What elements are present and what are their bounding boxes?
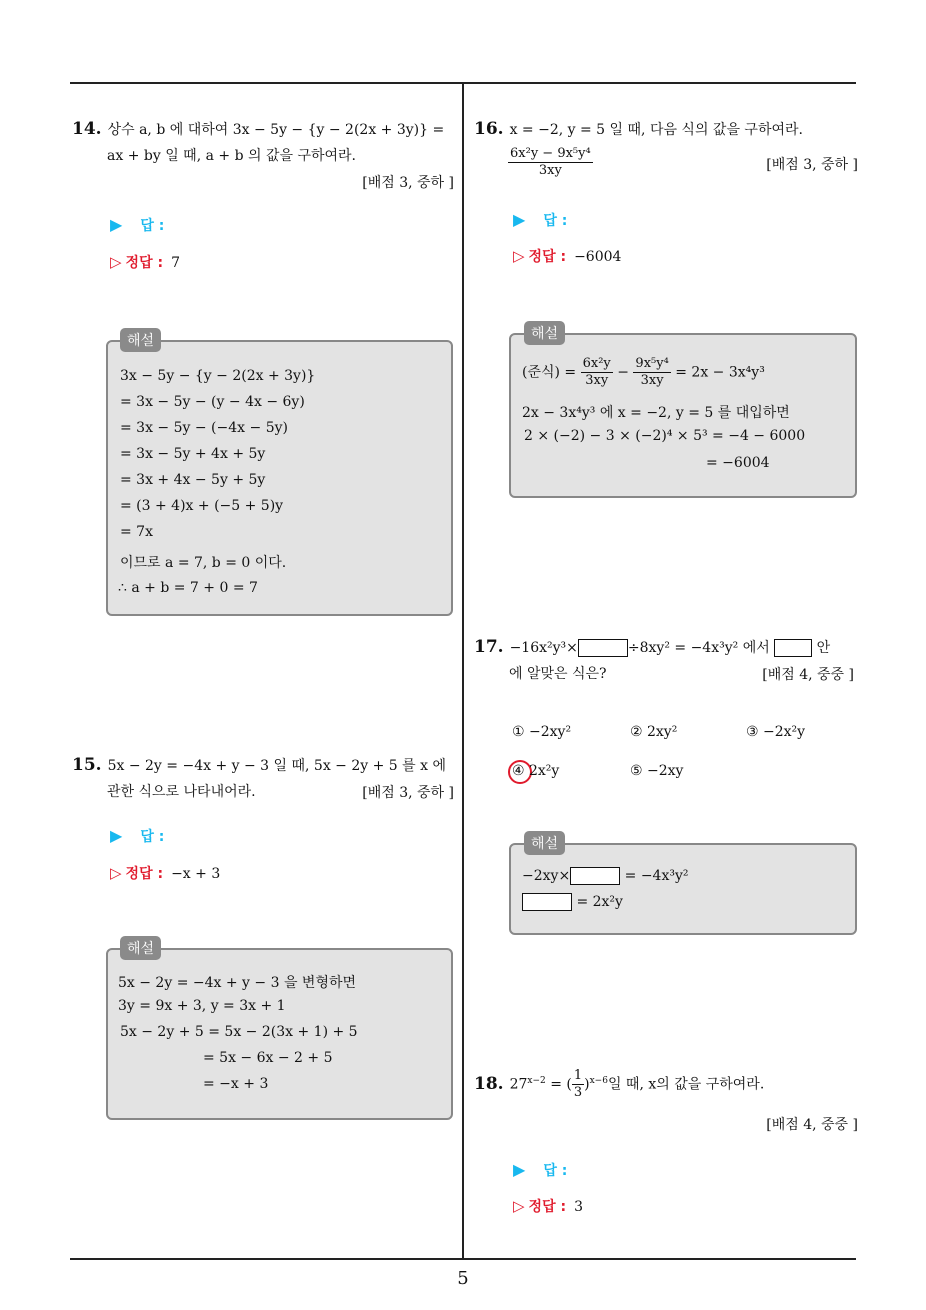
q15-line2: 관한 식으로 나타내어라. — [107, 784, 256, 800]
q17-meta: [배점 4, 중중 ] — [762, 667, 854, 683]
q15-number: 15. — [72, 755, 102, 775]
q15-solution-tag: 해설 — [120, 936, 161, 960]
bottom-rule — [70, 1258, 856, 1260]
q17-option-2[interactable]: ② 2xy² — [630, 724, 678, 740]
q17-option-3[interactable]: ③ −2x²y — [746, 724, 806, 740]
q16-correct: ▷ 정답 : −6004 — [513, 247, 622, 265]
q14-correct: ▷ 정답 : 7 — [110, 253, 180, 271]
q16-number: 16. — [474, 119, 504, 139]
q16-sol-line-3: 2 × (−2) − 3 × (−2)⁴ × 5³ = −4 − 6000 — [524, 428, 806, 444]
q17-line2: 에 알맞은 식은? — [509, 666, 607, 682]
q17-solution-tag: 해설 — [524, 831, 565, 855]
column-divider — [462, 83, 464, 1260]
q16-solution-tag: 해설 — [524, 321, 565, 345]
play-icon: ▶ — [513, 210, 526, 229]
q15-answer: ▶ 답 : — [110, 826, 165, 845]
q15-sol-line: 3y = 9x + 3, y = 3x + 1 — [118, 998, 286, 1014]
q16-fraction: $\frac{\text{6x²y − 9x⁵y⁴}}{3xy}$ — [510, 146, 591, 178]
q15-correct: ▷ 정답 : −x + 3 — [110, 864, 221, 882]
outline-triangle-icon: ▷ — [110, 253, 122, 271]
q14-sol-line: ∴ a + b = 7 + 0 = 7 — [118, 580, 258, 596]
q17-sol-line-1: −2xy× = −4x³y² — [522, 868, 689, 884]
q17-number: 17. — [474, 637, 504, 657]
q14-solution-tag: 해설 — [120, 328, 161, 352]
q14-meta: [배점 3, 중하 ] — [362, 175, 454, 191]
q18-meta: [배점 4, 중중 ] — [766, 1117, 858, 1133]
q14-sol-line: = 3x − 5y − (−4x − 5y) — [120, 420, 288, 436]
q16-sol-line-1: (준식) = $\frac{\text{6x²y}}{3xy}$ − $\frac{\text{9x⁵y⁴}}{3xy}$ = 2x − 3x⁴y³ — [522, 356, 765, 388]
q15-sol-line: = 5x − 6x − 2 + 5 — [203, 1050, 333, 1066]
q16-sol-line-4: = −6004 — [706, 455, 770, 471]
q14-sol-line: 이므로 a = 7, b = 0 이다. — [120, 555, 287, 571]
q17-solution-box — [509, 843, 857, 935]
q18-correct: ▷ 정답 : 3 — [513, 1197, 583, 1215]
q16-sol-line-2: 2x − 3x⁴y³ 에 x = −2, y = 5 를 대입하면 — [522, 405, 790, 421]
blank-box — [774, 639, 812, 657]
play-icon: ▶ — [110, 826, 123, 845]
q15-line1: 5x − 2y = −4x + y − 3 일 때, 5x − 2y + 5 를 x 에 — [107, 758, 447, 774]
blank-box — [570, 867, 620, 885]
q14-line2: ax + by 일 때, a + b 의 값을 구하여라. — [107, 148, 357, 164]
q18-answer: ▶ 답 : — [513, 1160, 568, 1179]
q14-sol-line: = 7x — [120, 524, 153, 540]
q14-sol-line: = 3x + 4x − 5y + 5y — [120, 472, 266, 488]
page-number: 5 — [457, 1268, 469, 1289]
blank-box — [522, 893, 572, 911]
q17-sol-line-2: = 2x²y — [522, 893, 623, 911]
q15-sol-line: 5x − 2y = −4x + y − 3 을 변형하면 — [118, 975, 357, 991]
q15-sol-line: = −x + 3 — [203, 1076, 269, 1092]
q15-meta: [배점 3, 중하 ] — [362, 785, 454, 801]
q16-line1: x = −2, y = 5 일 때, 다음 식의 값을 구하여라. — [509, 122, 803, 138]
q14-text — [72, 116, 456, 169]
q14-sol-line: 3x − 5y − {y − 2(2x + 3y)} — [120, 368, 316, 384]
play-icon: ▶ — [513, 1160, 526, 1179]
outline-triangle-icon: ▷ — [110, 864, 122, 882]
q14-number: 14. — [72, 119, 102, 139]
q14-answer: ▶ 답 : — [110, 215, 165, 234]
blank-box — [578, 639, 628, 657]
q18-number: 18. — [474, 1073, 504, 1094]
q17-option-1[interactable]: ① −2xy² — [512, 724, 572, 740]
q18-text: 18. $27^{x-2}$ = ( $\frac{1}{3}$ )$^{x-6}$일 때, x의 값을 구하여라. — [474, 1068, 765, 1101]
q16-answer: ▶ 답 : — [513, 210, 568, 229]
sol-fraction: $\frac{\text{6x²y}}{3xy}$ — [582, 356, 611, 388]
outline-triangle-icon: ▷ — [513, 247, 525, 265]
q17-option-4[interactable]: ④ 2x²y — [512, 763, 560, 779]
play-icon: ▶ — [110, 215, 123, 234]
q18-fraction: $\frac{1}{3}$ — [573, 1068, 583, 1101]
sol-fraction: $\frac{\text{9x⁵y⁴}}{3xy}$ — [635, 356, 669, 388]
q14-sol-line: = (3 + 4)x + (−5 + 5)y — [120, 498, 284, 514]
outline-triangle-icon: ▷ — [513, 1197, 525, 1215]
q16-meta: [배점 3, 중하 ] — [766, 157, 858, 173]
q14-line1: 상수 a, b 에 대하여 3x − 5y − {y − 2(2x + 3y)} = — [107, 122, 445, 138]
q17-text: 17. −16x²y³× ÷8xy² = −4x³y² 에서 안 에 알맞은 식은? — [474, 637, 831, 682]
q14-sol-line: = 3x − 5y − (y − 4x − 6y) — [120, 394, 305, 410]
q15-sol-line: 5x − 2y + 5 = 5x − 2(3x + 1) + 5 — [120, 1024, 358, 1040]
q17-option-5[interactable]: ⑤ −2xy — [630, 763, 684, 779]
q16-text — [474, 116, 858, 143]
q14-sol-line: = 3x − 5y + 4x + 5y — [120, 446, 266, 462]
